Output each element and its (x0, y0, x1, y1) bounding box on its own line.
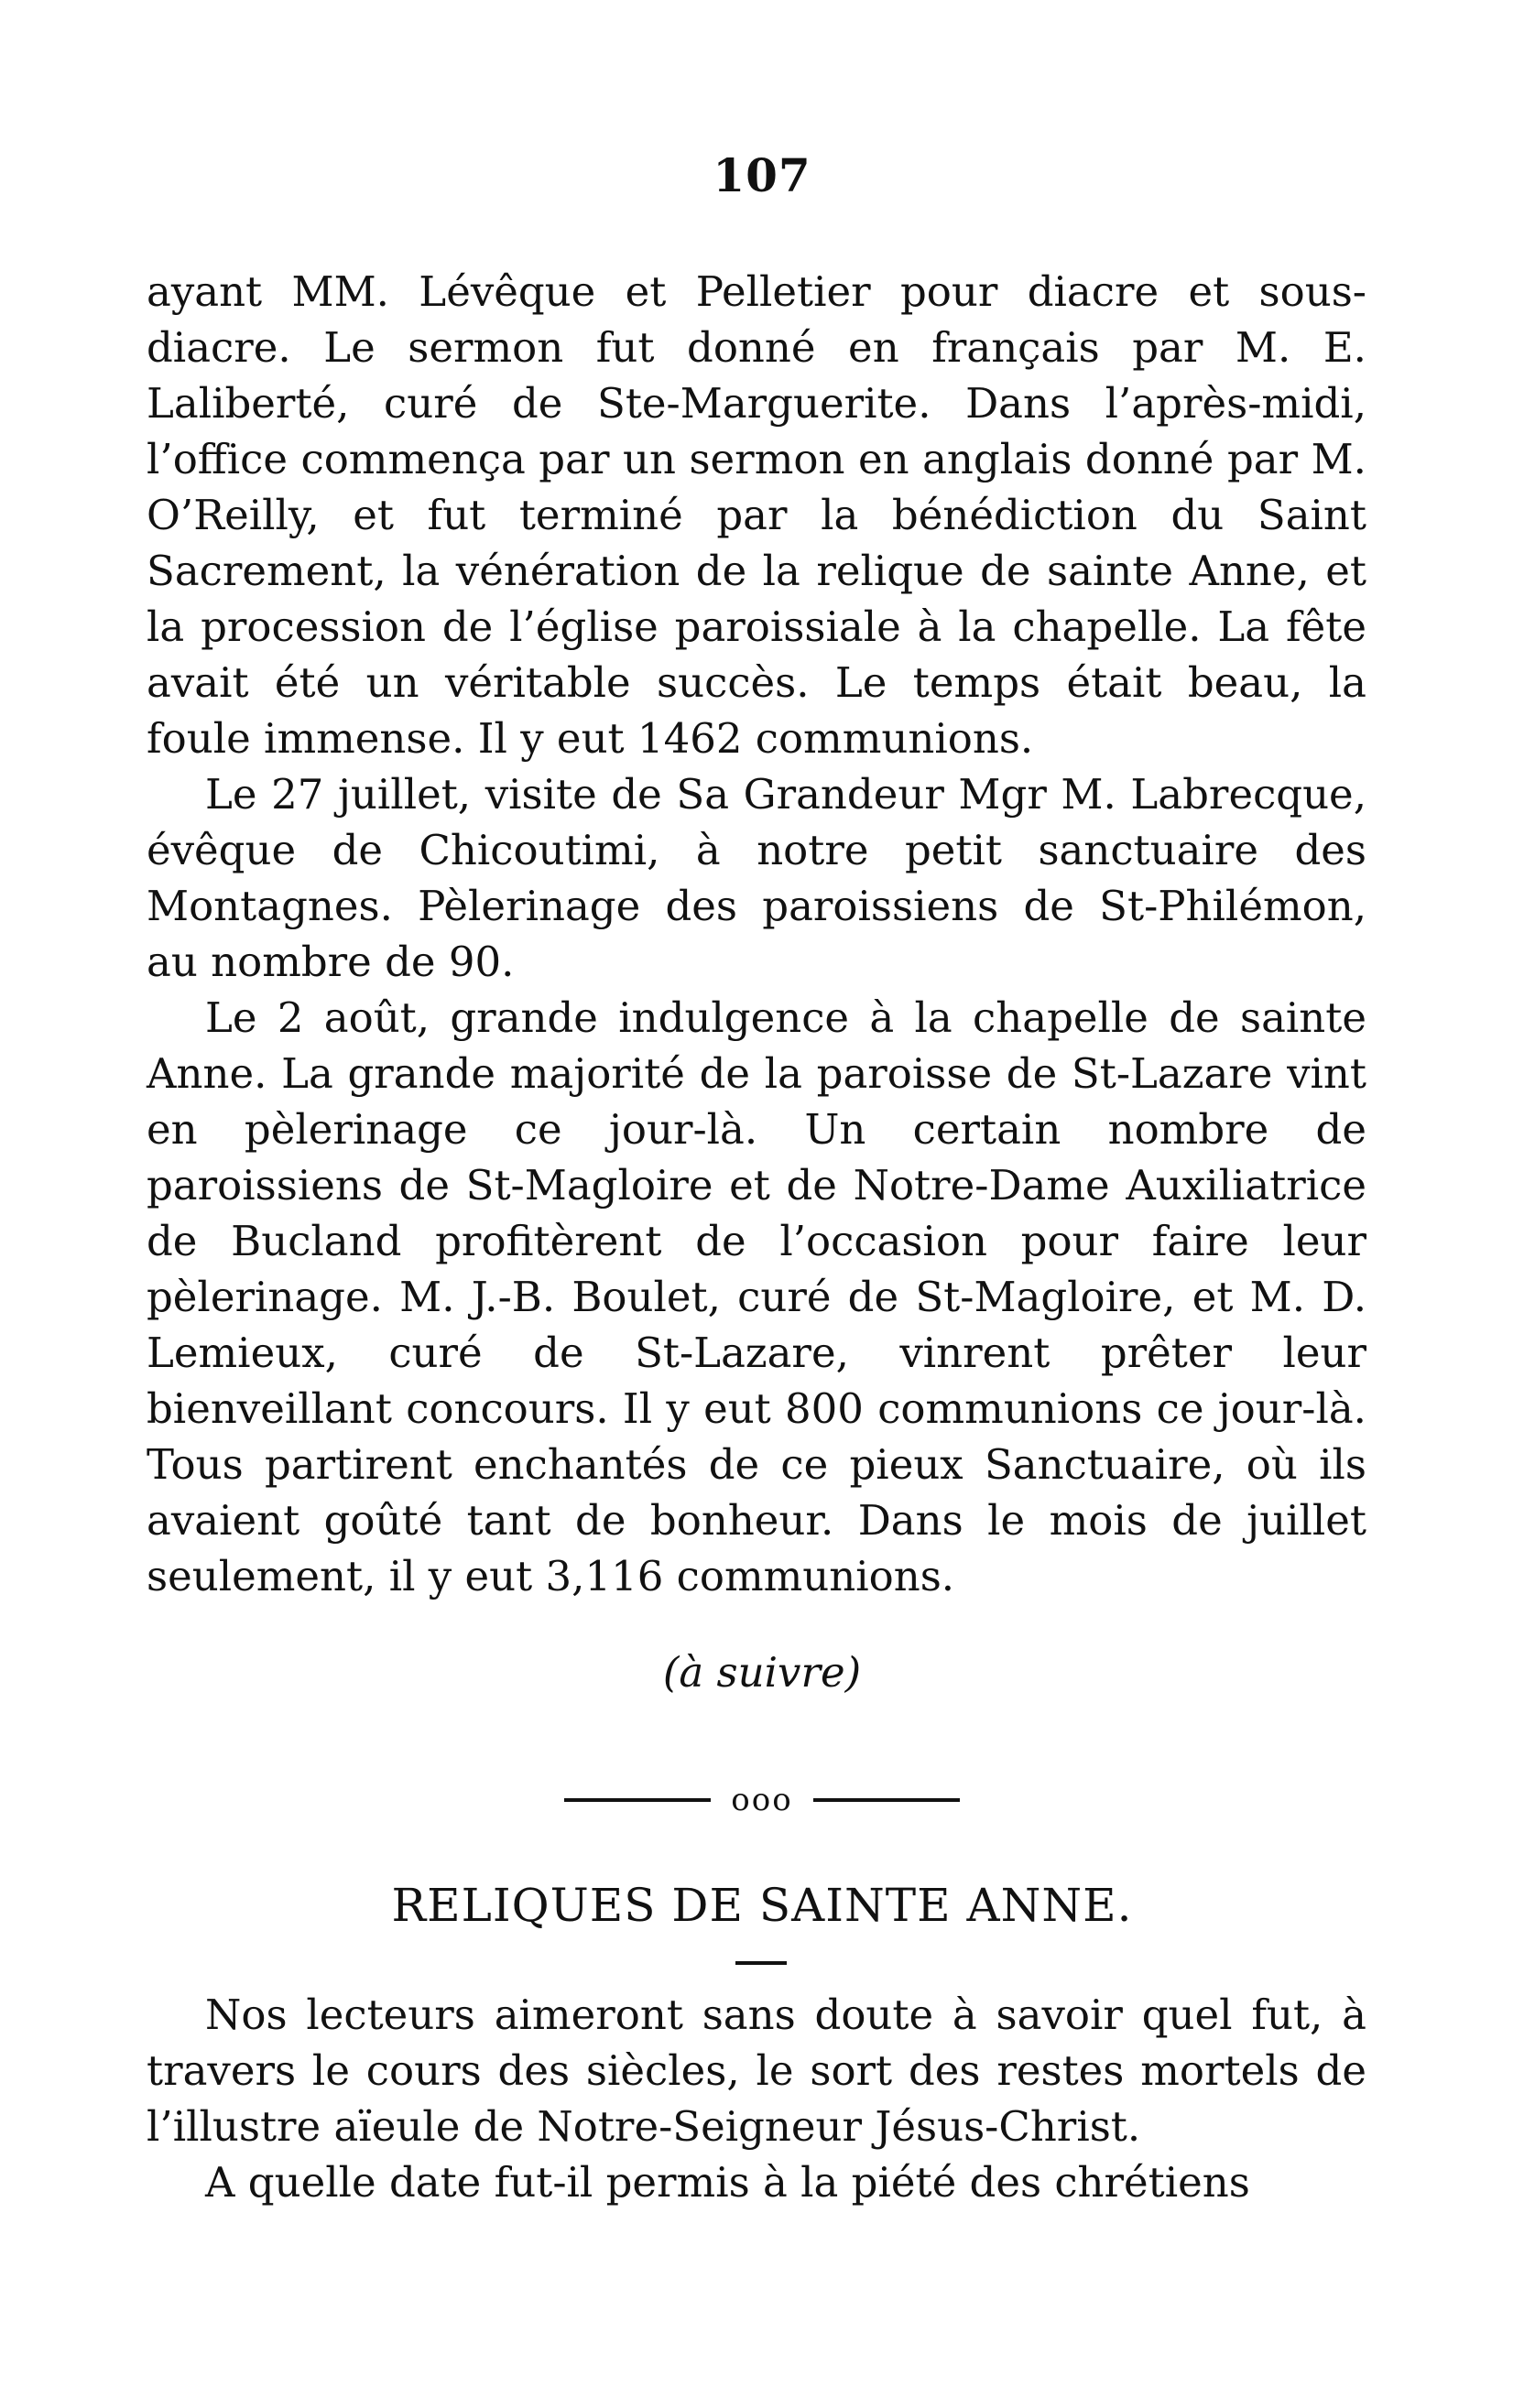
separator-right-rule (813, 1798, 960, 1802)
section-title: RELIQUES DE SAINTE ANNE. (391, 1879, 1133, 1932)
paragraph-relics-intro: Nos lecteurs aimeront sans doute à savoir quel fut, à travers le cours des siècles, le sort des restes mortels de l’illustre aïeule de Notre-Seigneur Jésus-Christ. (147, 1990, 1366, 2151)
separator-ornament: ooo (731, 1782, 793, 1818)
paragraph-august-indulgence: Le 2 août, grande indulgence à la chapelle de sainte Anne. La grande majorité de la paroisse de St-Lazare vint en pèlerinage ce jour-là. Un certain nombre de paroissiens de St-Magloire et de Notre-Dame Auxiliatrice de Bucland profitèrent de l’occasion pour faire leur pèlerinage. M. J.-B. Boulet, curé de St-Magloire, et M. D. Lemieux, curé de St-Lazare, vinrent prêter leur bienveillant concours. Il y eut 800 communions ce jour-là. Tous partirent enchantés de ce pieux Sanctuaire, où ils avaient goûté tant de bonheur. Dans le mois de juillet seulement, il y eut 3,116 communions. (147, 993, 1366, 1600)
paragraph-july-visit: Le 27 juillet, visite de Sa Grandeur Mgr M. Labrecque, évêque de Chicoutimi, à notre petit sanctuaire des Montagnes. Pèlerinage des paroissiens de St-Philémon, au nombre de 90. (147, 770, 1366, 986)
page-number: 107 (713, 148, 811, 202)
separator-left-rule (564, 1798, 711, 1802)
paragraph-continuation: ayant MM. Lévêque et Pelletier pour diacre et sous-diacre. Le sermon fut donné en français par M. E. Laliberté, curé de Ste-Marguerite. Dans l’après-midi, l’office commença par un sermon en anglais donné par M. O’Reilly, et fut terminé par la bénédiction du Saint Sacrement, la vénération de la relique de sainte Anne, et la procession de l’église paroissiale à la chapelle. La fête avait été un véritable succès. Le temps était beau, la foule immense. Il y eut 1462 communions. (147, 267, 1366, 763)
relics-article (147, 1987, 1366, 2210)
section-separator (0, 1773, 1524, 1828)
article-continuation (147, 264, 1366, 1604)
to-be-continued-note: (à suivre) (662, 1648, 862, 1697)
title-underline-rule (735, 1961, 787, 1965)
paragraph-relics-question: A quelle date fut-il permis à la piété des chrétiens (205, 2158, 1250, 2207)
